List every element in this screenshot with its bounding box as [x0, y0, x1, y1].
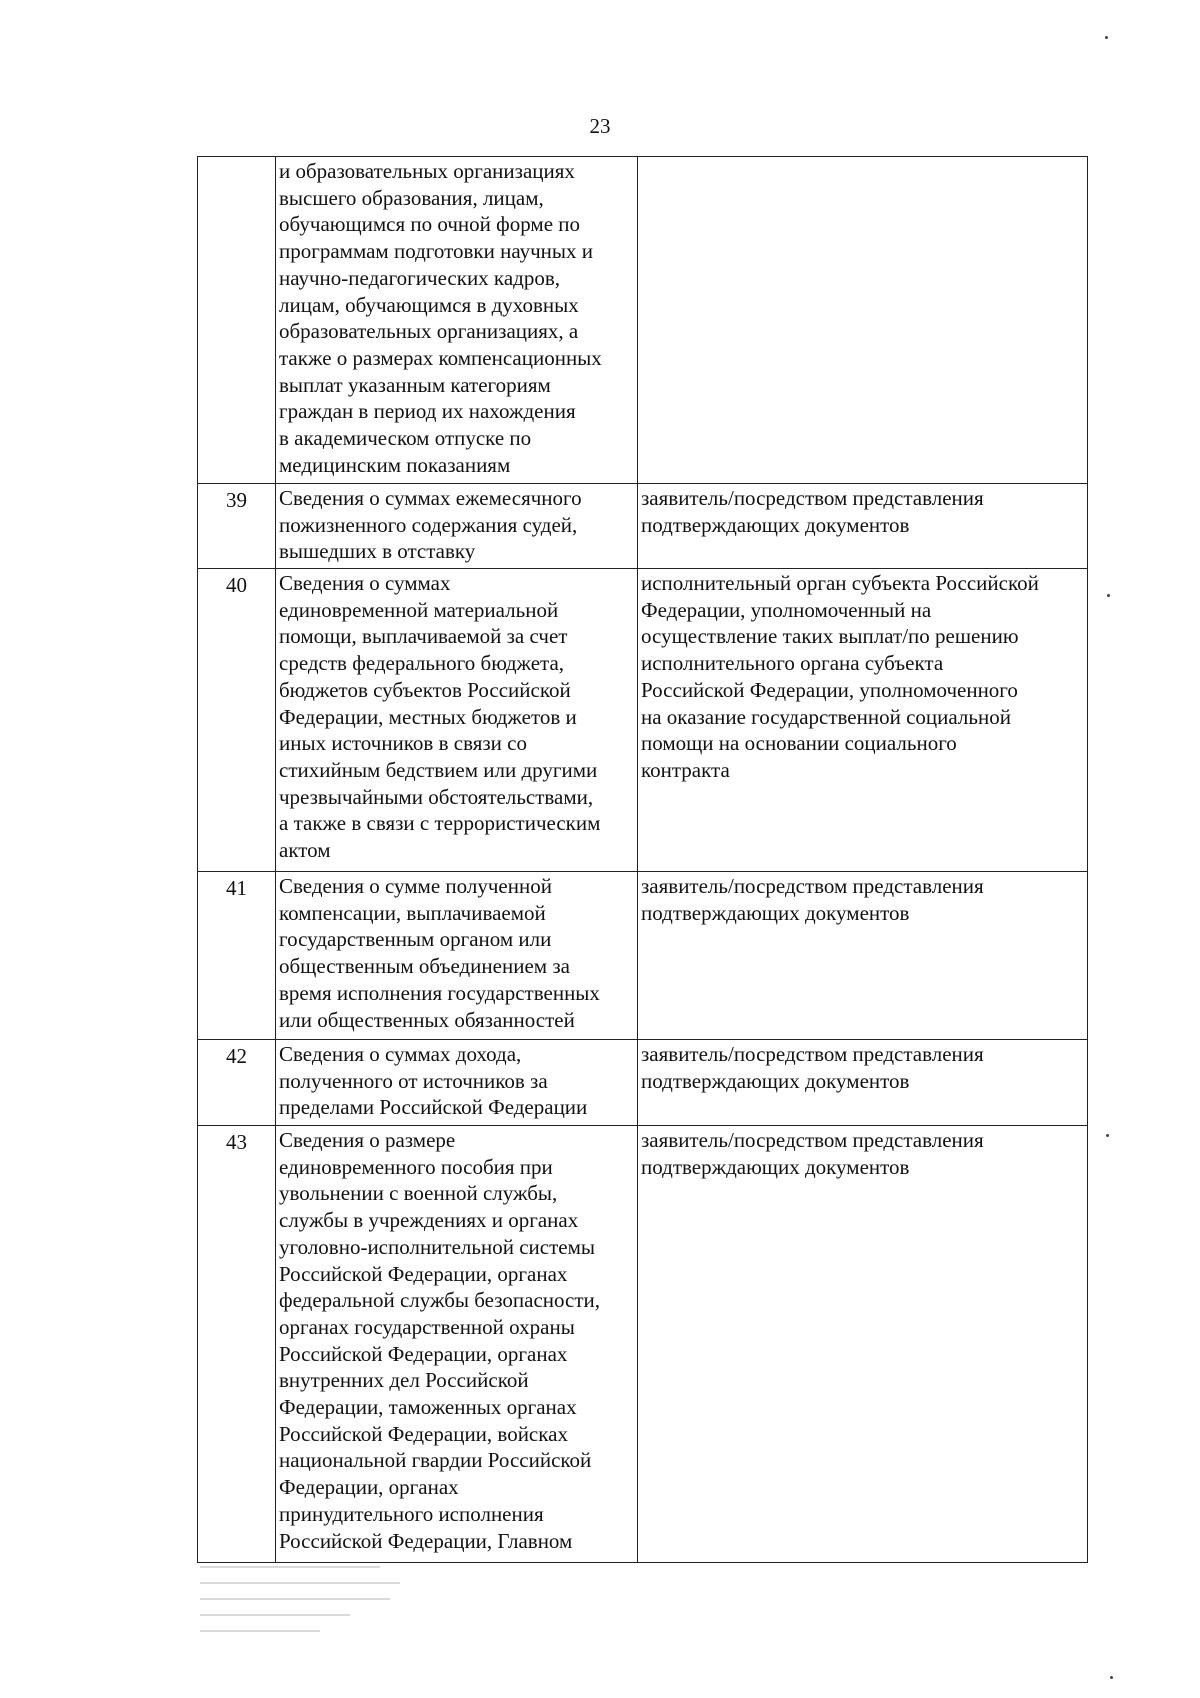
- scan-mark: [1106, 1134, 1109, 1137]
- row-number: 41: [198, 872, 276, 1040]
- row-source: заявитель/посредством представления подтверждающих документов: [638, 484, 1088, 569]
- row-source: заявитель/посредством представления подтверждающих документов: [638, 1126, 1088, 1563]
- table-row: [198, 1040, 1088, 1126]
- row-number: 42: [198, 1040, 276, 1126]
- scan-mark: [1107, 594, 1110, 597]
- table-row: [198, 157, 1088, 484]
- table-row: [198, 484, 1088, 569]
- row-source: заявитель/посредством представления подтверждающих документов: [638, 872, 1088, 1040]
- row-info: Сведения о размере единовременного пособия при увольнении с военной службы, службы в учреждениях и органах уголовно-исполнительной системы Российской Федерации, органах федеральной службы безопасности, органах государственной охраны Российской Федерации, органах внутренних дел Российской Федерации, таможенных органах Российской Федерации, войсках национальной гвардии Российской Федерации, органах принудительного исполнения Российской Федерации, Главном: [276, 1126, 638, 1563]
- row-source: заявитель/посредством представления подтверждающих документов: [638, 1040, 1088, 1126]
- row-number: 39: [198, 484, 276, 569]
- row-info: Сведения о суммах единовременной материальной помощи, выплачиваемой за счет средств федерального бюджета, бюджетов субъектов Российской Федерации, местных бюджетов и иных источников в связи со стихийным бедствием или другими чрезвычайными обстоятельствами, а также в связи с террористическим актом: [276, 569, 638, 872]
- row-number: 40: [198, 569, 276, 872]
- row-info: Сведения о сумме полученной компенсации, выплачиваемой государственным органом или общественным объединением за время исполнения государственных или общественных обязанностей: [276, 872, 638, 1040]
- scan-mark: [1105, 36, 1108, 39]
- table-row: [198, 1126, 1088, 1563]
- row-info: Сведения о суммах ежемесячного пожизненного содержания судей, вышедших в отставку: [276, 484, 638, 569]
- scan-mark: [1110, 1676, 1113, 1679]
- table-row: [198, 569, 1088, 872]
- table-row: [198, 872, 1088, 1040]
- row-number: 43: [198, 1126, 276, 1563]
- document-table: [197, 156, 1088, 1563]
- page-number: 23: [589, 114, 611, 138]
- faded-stamp: [200, 1562, 410, 1640]
- row-info: и образовательных организациях высшего образования, лицам, обучающимся по очной форме по программам подготовки научных и научно-педагогических кадров, лицам, обучающимся в духовных образовательных организациях, а также о размерах компенсационных выплат указанным категориям граждан в период их нахождения в академическом отпуске по медицинским показаниям: [276, 157, 638, 484]
- row-source: исполнительный орган субъекта Российской Федерации, уполномоченный на осуществление таких выплат/по решению исполнительного органа субъекта Российской Федерации, уполномоченного на оказание государственной социальной помощи на основании социального контракта: [638, 569, 1088, 872]
- row-info: Сведения о суммах дохода, полученного от источников за пределами Российской Федерации: [276, 1040, 638, 1126]
- row-source: [638, 157, 1088, 484]
- row-number: [198, 157, 276, 484]
